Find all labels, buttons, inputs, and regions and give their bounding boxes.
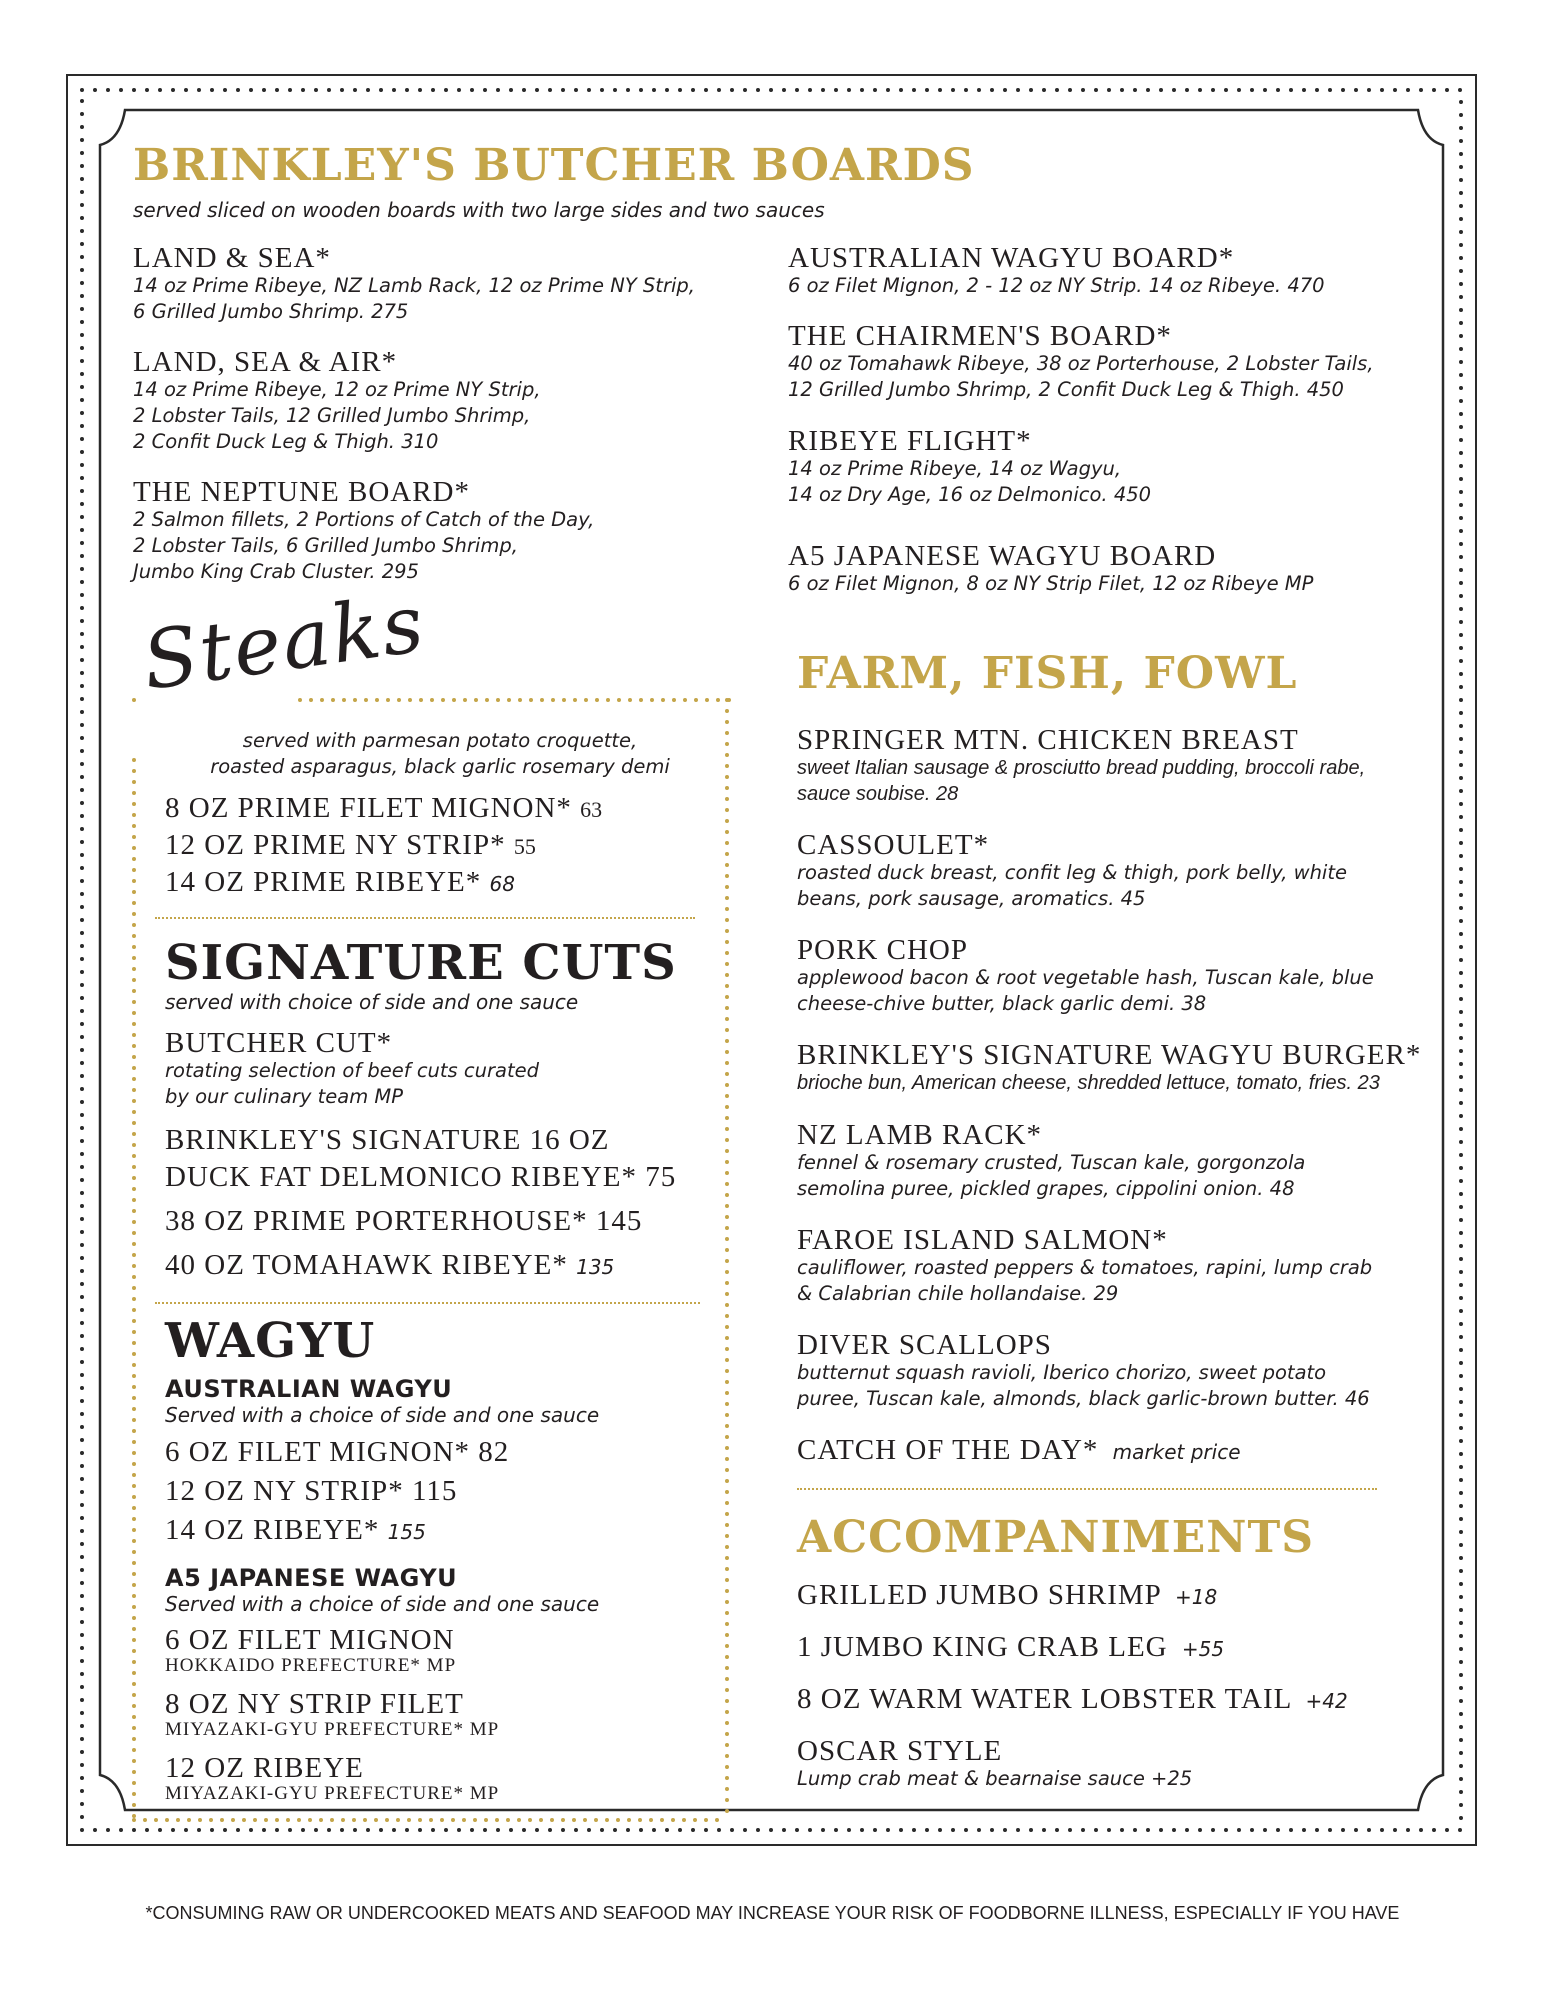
fff-pork-chop — [797, 935, 1374, 1017]
item-desc: 14 oz Prime Ribeye, 14 oz Wagyu, — [788, 457, 1122, 480]
acc-oscar-style — [797, 1736, 1192, 1792]
a5-wagyu-title: A5 JAPANESE WAGYU — [165, 1564, 458, 1592]
item-name: 8 OZ WARM WATER LOBSTER TAIL — [797, 1683, 1292, 1715]
item-origin: MIYAZAKI-GYU PREFECTURE* MP — [165, 1719, 500, 1740]
steak-ribeye — [165, 867, 515, 899]
item-name: CATCH OF THE DAY* — [797, 1434, 1099, 1466]
item-name: 8 OZ PRIME FILET MIGNON* — [165, 792, 572, 824]
item-name: 12 OZ RIBEYE — [165, 1752, 364, 1784]
item-name: 12 OZ PRIME NY STRIP* — [165, 829, 506, 861]
item-price: +18 — [1175, 1585, 1218, 1609]
item-name: PORK CHOP — [797, 934, 968, 966]
item-name: A5 JAPANESE WAGYU BOARD — [788, 540, 1217, 572]
item-name: 40 OZ TOMAHAWK RIBEYE* — [165, 1249, 568, 1281]
item-name: THE CHAIRMEN'S BOARD* — [788, 320, 1172, 352]
item-name: 6 OZ FILET MIGNON — [165, 1624, 455, 1656]
item-price: +55 — [1181, 1637, 1225, 1661]
item-desc: & Calabrian chile hollandaise. 29 — [797, 1282, 1119, 1305]
item-desc: 14 oz Dry Age, 16 oz Delmonico. 450 — [788, 483, 1152, 506]
item-price: 63 — [580, 797, 603, 822]
item-name: NZ LAMB RACK* — [797, 1119, 1043, 1151]
steaks-subtitle-line: served with parmesan potato croquette, — [242, 729, 638, 752]
wagyu-title: WAGYU — [165, 1313, 376, 1369]
item-name: AUSTRALIAN WAGYU BOARD* — [788, 242, 1235, 274]
item-desc: 6 oz Filet Mignon, 8 oz NY Strip Filet, 12 oz Ribeye MP — [788, 572, 1314, 595]
butcher-boards-title: BRINKLEY'S BUTCHER BOARDS — [133, 140, 975, 191]
item-name: BUTCHER CUT* — [165, 1027, 393, 1059]
item-desc: applewood bacon & root vegetable hash, Tuscan kale, blue — [797, 966, 1374, 989]
item-price: 135 — [576, 1255, 615, 1279]
item-desc: 2 Lobster Tails, 6 Grilled Jumbo Shrimp, — [133, 534, 518, 557]
aus-wagyu-ribeye — [165, 1515, 426, 1547]
steaks-subtitle-line: roasted asparagus, black garlic rosemary demi — [210, 755, 670, 778]
item-desc: puree, Tuscan kale, almonds, black garlic-brown butter. 46 — [797, 1387, 1370, 1410]
a5-ribeye — [165, 1753, 499, 1805]
divider — [797, 1488, 1377, 1490]
item-name: 1 JUMBO KING CRAB LEG — [797, 1631, 1168, 1663]
item-name: CASSOULET* — [797, 829, 990, 861]
item-desc: brioche bun, American cheese, shredded lettuce, tomato, fries. 23 — [797, 1072, 1380, 1094]
item-desc: butternut squash ravioli, Iberico chorizo, sweet potato — [797, 1361, 1327, 1384]
acc-lobster-tail — [797, 1684, 1348, 1716]
item-desc: roasted duck breast, confit leg & thigh, pork belly, white — [797, 861, 1347, 884]
item-desc: 2 Salmon fillets, 2 Portions of Catch of the Day, — [133, 508, 595, 531]
aus-wagyu-ny-strip: 12 OZ NY STRIP* 115 — [165, 1475, 458, 1507]
item-desc: 12 Grilled Jumbo Shrimp, 2 Confit Duck Leg & Thigh. 450 — [788, 378, 1344, 401]
farm-fish-fowl-title: FARM, FISH, FOWL — [797, 648, 1298, 699]
item-name: OSCAR STYLE — [797, 1735, 1003, 1767]
item-desc: Lump crab meat & bearnaise sauce +25 — [797, 1767, 1193, 1790]
item-desc: 6 oz Filet Mignon, 2 - 12 oz NY Strip. 14 oz Ribeye. 470 — [788, 274, 1325, 297]
item-price: 155 — [387, 1520, 426, 1544]
item-desc: 6 Grilled Jumbo Shrimp. 275 — [133, 300, 409, 323]
aus-wagyu-filet: 6 OZ FILET MIGNON* 82 — [165, 1436, 510, 1468]
signature-delmonico-line2: DUCK FAT DELMONICO RIBEYE* 75 — [165, 1161, 677, 1193]
australian-wagyu-title: AUSTRALIAN WAGYU — [165, 1375, 453, 1403]
a5-filet — [165, 1625, 456, 1677]
item-desc: 14 oz Prime Ribeye, 12 oz Prime NY Strip, — [133, 378, 541, 401]
acc-crab-leg — [797, 1632, 1224, 1664]
item-desc: 2 Lobster Tails, 12 Grilled Jumbo Shrimp, — [133, 404, 531, 427]
signature-porterhouse: 38 OZ PRIME PORTERHOUSE* 145 — [165, 1205, 643, 1237]
a5-wagyu-subtitle: Served with a choice of side and one sauce — [165, 1592, 600, 1616]
steak-filet — [165, 793, 602, 825]
item-desc: semolina puree, pickled grapes, cippolini onion. 48 — [797, 1177, 1295, 1200]
fff-catch-of-the-day — [797, 1435, 1241, 1467]
item-desc: sweet Italian sausage & prosciutto bread pudding, broccoli rabe, — [797, 757, 1366, 779]
acc-shrimp — [797, 1580, 1217, 1612]
item-price: +42 — [1305, 1689, 1348, 1713]
accompaniments-title: ACCOMPANIMENTS — [797, 1512, 1315, 1563]
item-name: DIVER SCALLOPS — [797, 1329, 1052, 1361]
fff-chicken — [797, 725, 1365, 807]
divider — [155, 917, 695, 919]
butcher-cut — [165, 1028, 539, 1110]
item-desc: cauliflower, roasted peppers & tomatoes, rapini, lump crab — [797, 1256, 1373, 1279]
item-desc: 14 oz Prime Ribeye, NZ Lamb Rack, 12 oz Prime NY Strip, — [133, 274, 695, 297]
item-desc: fennel & rosemary crusted, Tuscan kale, gorgonzola — [797, 1151, 1306, 1174]
steaks-script-title: Steaks — [137, 576, 431, 708]
item-origin: HOKKAIDO PREFECTURE* MP — [165, 1655, 457, 1676]
steaks-subtitle — [210, 728, 670, 780]
item-name: FAROE ISLAND SALMON* — [797, 1224, 1168, 1256]
fff-salmon — [797, 1225, 1372, 1307]
item-desc: 2 Confit Duck Leg & Thigh. 310 — [133, 430, 439, 453]
signature-tomahawk — [165, 1250, 614, 1282]
divider — [155, 1302, 700, 1304]
item-name: RIBEYE FLIGHT* — [788, 425, 1032, 457]
item-name: 8 OZ NY STRIP FILET — [165, 1688, 464, 1720]
item-desc: sauce soubise. 28 — [797, 783, 959, 805]
item-desc: 40 oz Tomahawk Ribeye, 38 oz Porterhouse, 2 Lobster Tails, — [788, 352, 1374, 375]
item-price: 68 — [489, 872, 515, 896]
signature-cuts-title: SIGNATURE CUTS — [165, 935, 677, 991]
fff-scallops — [797, 1330, 1370, 1412]
item-name: LAND & SEA* — [133, 242, 331, 274]
item-origin: MIYAZAKI-GYU PREFECTURE* MP — [165, 1783, 500, 1804]
item-desc: by our culinary team MP — [165, 1085, 403, 1108]
signature-cuts-subtitle: served with choice of side and one sauce — [165, 990, 579, 1014]
steak-ny-strip — [165, 830, 536, 862]
item-name: 14 OZ PRIME RIBEYE* — [165, 866, 482, 898]
australian-wagyu-subtitle: Served with a choice of side and one sauce — [165, 1403, 600, 1427]
item-name: THE NEPTUNE BOARD* — [133, 476, 470, 508]
item-name: 14 OZ RIBEYE* — [165, 1514, 380, 1546]
item-desc: cheese-chive butter, black garlic demi. 38 — [797, 992, 1207, 1015]
fff-wagyu-burger — [797, 1040, 1421, 1096]
a5-ny-strip — [165, 1689, 499, 1741]
item-name: BRINKLEY'S SIGNATURE WAGYU BURGER* — [797, 1039, 1422, 1071]
item-name: SPRINGER MTN. CHICKEN BREAST — [797, 724, 1299, 756]
butcher-boards-subtitle: served sliced on wooden boards with two large sides and two sauces — [133, 198, 825, 222]
item-name: GRILLED JUMBO SHRIMP — [797, 1579, 1161, 1611]
fff-lamb-rack — [797, 1120, 1305, 1202]
item-desc: rotating selection of beef cuts curated — [165, 1059, 539, 1082]
item-price: market price — [1112, 1440, 1241, 1464]
item-name: LAND, SEA & AIR* — [133, 346, 398, 378]
food-safety-disclaimer: *CONSUMING RAW OR UNDERCOOKED MEATS AND SEAFOOD MAY INCREASE YOUR RISK OF FOODBORNE ILLNESS, ESPECIALLY IF YOU HAVE — [145, 1903, 1400, 1923]
item-desc: beans, pork sausage, aromatics. 45 — [797, 887, 1146, 910]
item-price: 55 — [513, 834, 536, 859]
signature-delmonico-line1: BRINKLEY'S SIGNATURE 16 OZ — [165, 1124, 610, 1156]
fff-cassoulet — [797, 830, 1347, 912]
item-desc: Jumbo King Crab Cluster. 295 — [133, 560, 419, 583]
